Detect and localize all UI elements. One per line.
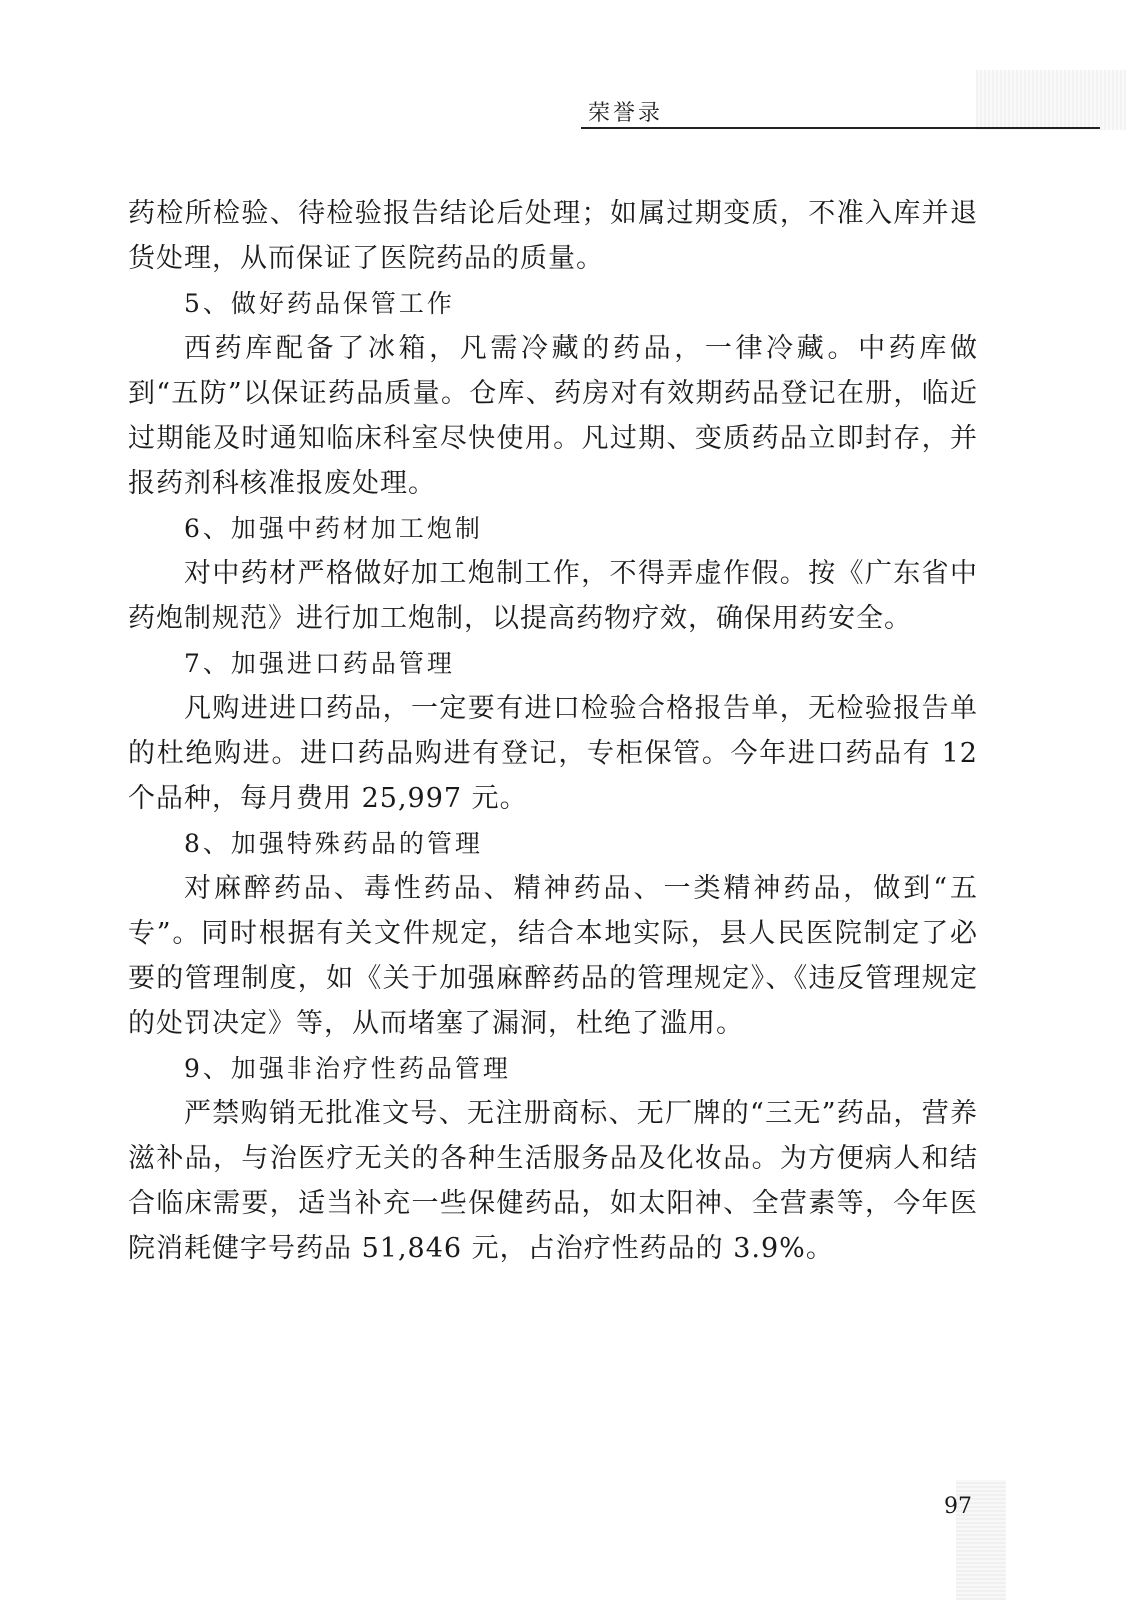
paragraph-5: 西药库配备了冰箱，凡需冷藏的药品，一律冷藏。中药库做到“五防”以保证药品质量。仓库、药房对有效期药品登记在册，临近过期能及时通知临床科室尽快使用。凡过期、变质药品立即封存，并报药剂科核准报废处理。 (128, 333, 978, 499)
section-heading-6: 6、加强中药材加工炮制 (184, 514, 483, 543)
paragraph-7: 凡购进进口药品，一定要有进口检验合格报告单，无检验报告单的杜绝购进。进口药品购进有登记，专柜保管。今年进口药品有 12 个品种，每月费用 25,997 元。 (128, 693, 978, 814)
section-heading-9: 9、加强非治疗性药品管理 (184, 1054, 511, 1083)
section-heading-5: 5、做好药品保管工作 (184, 289, 455, 318)
section-heading-7: 7、加强进口药品管理 (184, 649, 455, 678)
paragraph-continued: 药检所检验、待检验报告结论后处理；如属过期变质，不准入库并退货处理，从而保证了医院药品的质量。 (128, 198, 978, 274)
running-header-title: 荣誉录 (588, 101, 664, 126)
page-number: 97 (944, 1494, 972, 1519)
paragraph-6: 对中药材严格做好加工炮制工作，不得弄虚作假。按《广东省中药炮制规范》进行加工炮制，以提高药物疗效，确保用药安全。 (128, 558, 978, 634)
section-heading-8: 8、加强特殊药品的管理 (184, 829, 483, 858)
running-header (0, 96, 1100, 130)
body-text (128, 191, 978, 1271)
header-rule (581, 127, 1100, 129)
paragraph-8: 对麻醉药品、毒性药品、精神药品、一类精神药品，做到“五专”。同时根据有关文件规定，结合本地实际，县人民医院制定了必要的管理制度，如《关于加强麻醉药品的管理规定》、《违反管理规定的处罚决定》等，从而堵塞了漏洞，杜绝了滥用。 (128, 873, 978, 1039)
paragraph-9: 严禁购销无批准文号、无注册商标、无厂牌的“三无”药品，营养滋补品，与治医疗无关的各种生活服务品及化妆品。为方便病人和结合临床需要，适当补充一些保健药品，如太阳神、全营素等，今年医院消耗健字号药品 51,846 元，占治疗性药品的 3.9%。 (128, 1098, 978, 1264)
